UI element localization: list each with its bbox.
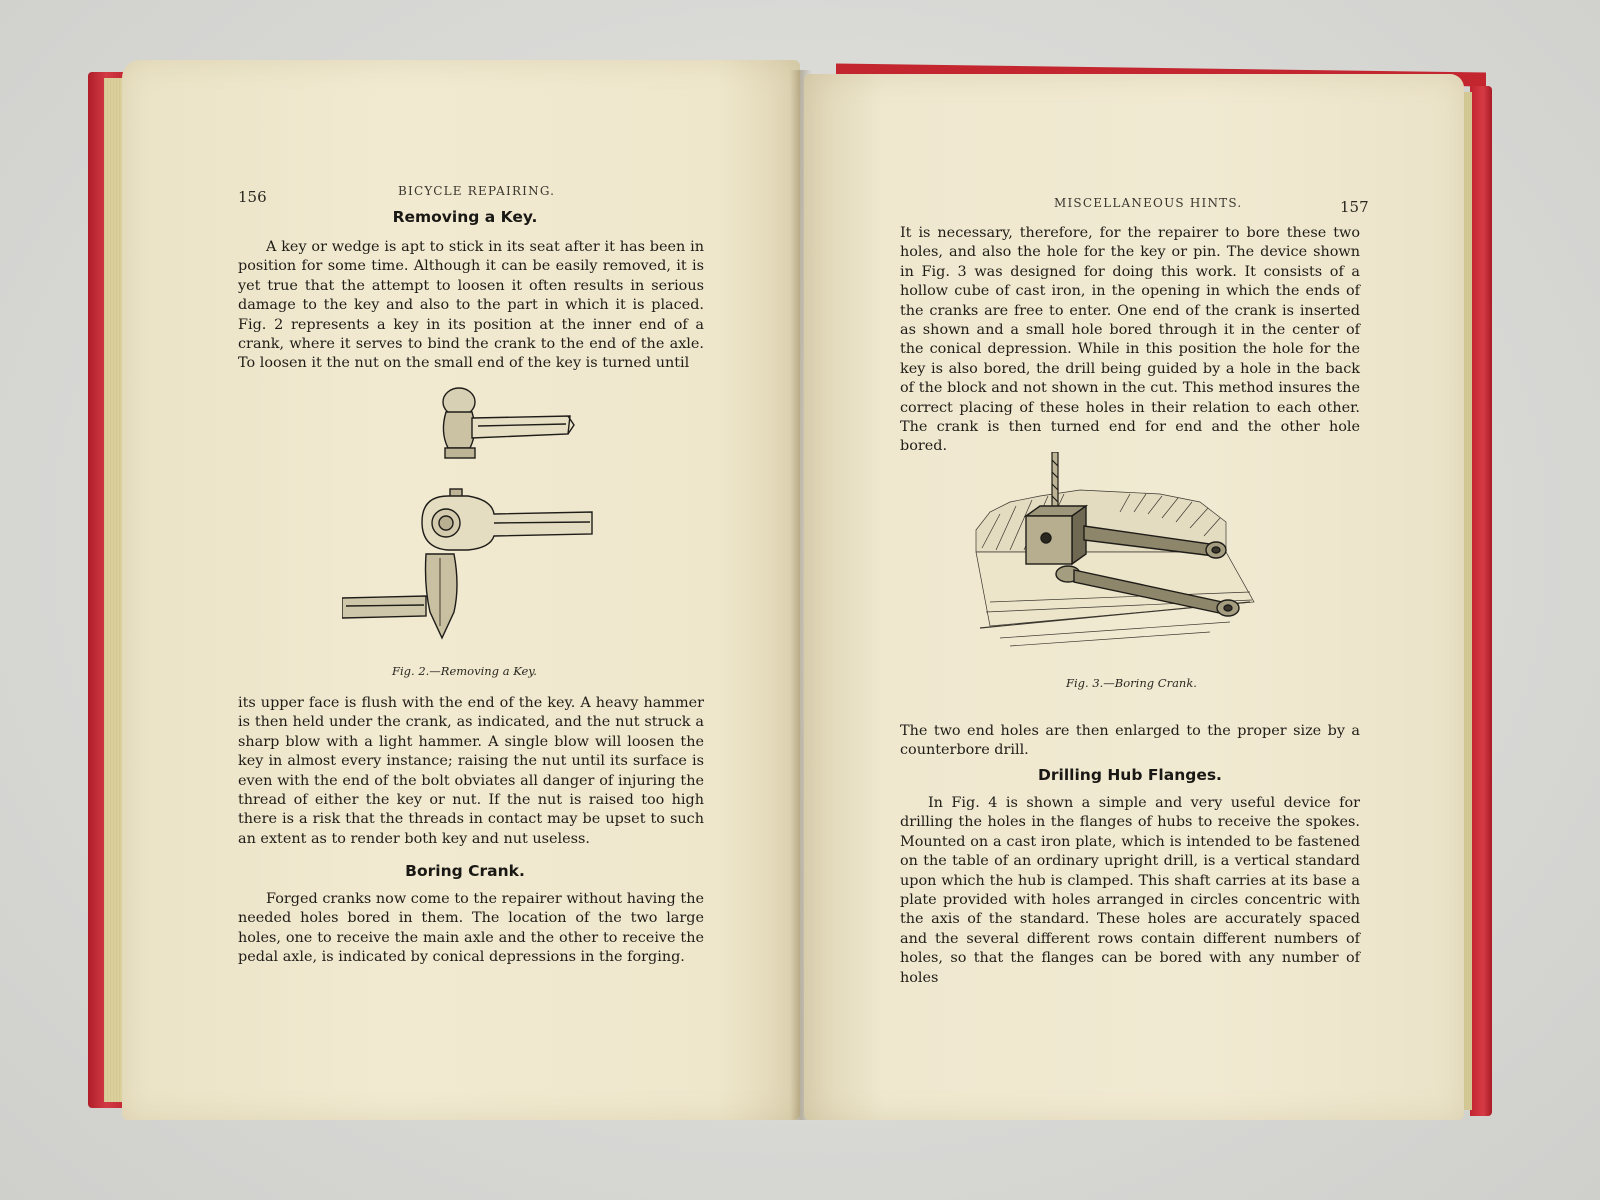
paragraph-boring-crank-continued: It is necessary, therefore, for the repairer to bore these two holes, and also the hole for the key or pin. The device shown in Fig. 3 was designed for doing this work. It consists of a hollow cube of cast iron, in the opening in which the ends of the cranks are free to enter. One end of the crank is inserted as shown and a small hole bored through it in the center of the conical depression. While in this position the hole for the key is also bored, the drill being guided by a hole in the back of the block and not shown in the cut. This method insures the correct placing of these holes in their relation to each other. The crank is then turned end for end and the other hole bored. xyxy=(900,225,1360,455)
section-title-boring-crank: Boring Crank. xyxy=(405,862,525,880)
book-cover-right xyxy=(1470,86,1492,1116)
figure-2-caption: Fig. 2.—Removing a Key. xyxy=(392,664,537,678)
page-number-left: 156 xyxy=(238,188,267,206)
page-number-right: 157 xyxy=(1340,198,1369,216)
paragraph-drilling-hub-flanges: In Fig. 4 is shown a simple and very useful device for drilling the holes in the flanges of hubs to receive the spokes. Mounted on a cast iron plate, which is intended to be fastened on the table of an ordinary upright drill, is a vertical standard upon which the hub is clamped. This shaft carries at its base a plate provided with holes arranged in circles concentric with the axis of the standard. These holes are accurately spaced and the several different rows contain different numbers of holes, so that the flanges can be bored with any number of holes xyxy=(900,795,1360,986)
left-page xyxy=(122,60,800,1120)
paragraph-boring-crank: Forged cranks now come to the repairer without having the needed holes bored in them. The location of the two large holes, one to receive the main axle and the other to receive the pedal axle, is indicated by conical depressions in the forging. xyxy=(238,891,704,966)
running-head-right: MISCELLANEOUS HINTS. xyxy=(1054,196,1243,210)
paragraph-removing-key-continued: its upper face is flush with the end of the key. A heavy hammer is then held under the crank, as indicated, and the nut struck a sharp blow with a light hammer. A single blow will loosen the key in almost every instance; raising the nut until its surface is even with the end of the bolt obviates all danger of injuring the thread of either the key or nut. If the nut is raised too high there is a risk that the threads in contact may be upset to such an extent as to render both key and nut useless. xyxy=(238,695,704,847)
drill-bit-icon xyxy=(1052,452,1058,508)
section-title-drilling-hub-flanges: Drilling Hub Flanges. xyxy=(1038,766,1222,784)
paragraph-removing-key: A key or wedge is apt to stick in its seat after it has been in position for some time. Although it can be easily removed, it is yet true that the attempt to loosen it often results in serious damage to the key and also to the part in which it is placed. Fig. 2 represents a key in its position at the inner end of a crank, where it serves to bind the crank to the end of the axle. To loosen it the nut on the small end of the key is turned until xyxy=(238,239,704,372)
paragraph-counterbore: The two end holes are then enlarged to the proper size by a counterbore drill. xyxy=(900,723,1360,759)
figure-3-boring-crank-illustration xyxy=(970,452,1260,652)
crank-with-key-icon xyxy=(342,489,592,638)
drill-table-icon xyxy=(976,490,1254,646)
heavy-hammer-icon xyxy=(443,388,574,458)
figure-3-caption: Fig. 3.—Boring Crank. xyxy=(1066,676,1197,690)
section-title-removing-key: Removing a Key. xyxy=(392,208,538,226)
figure-2-removing-key-illustration xyxy=(342,376,602,656)
right-page xyxy=(804,74,1464,1120)
running-head-left: BICYCLE REPAIRING. xyxy=(398,184,556,198)
